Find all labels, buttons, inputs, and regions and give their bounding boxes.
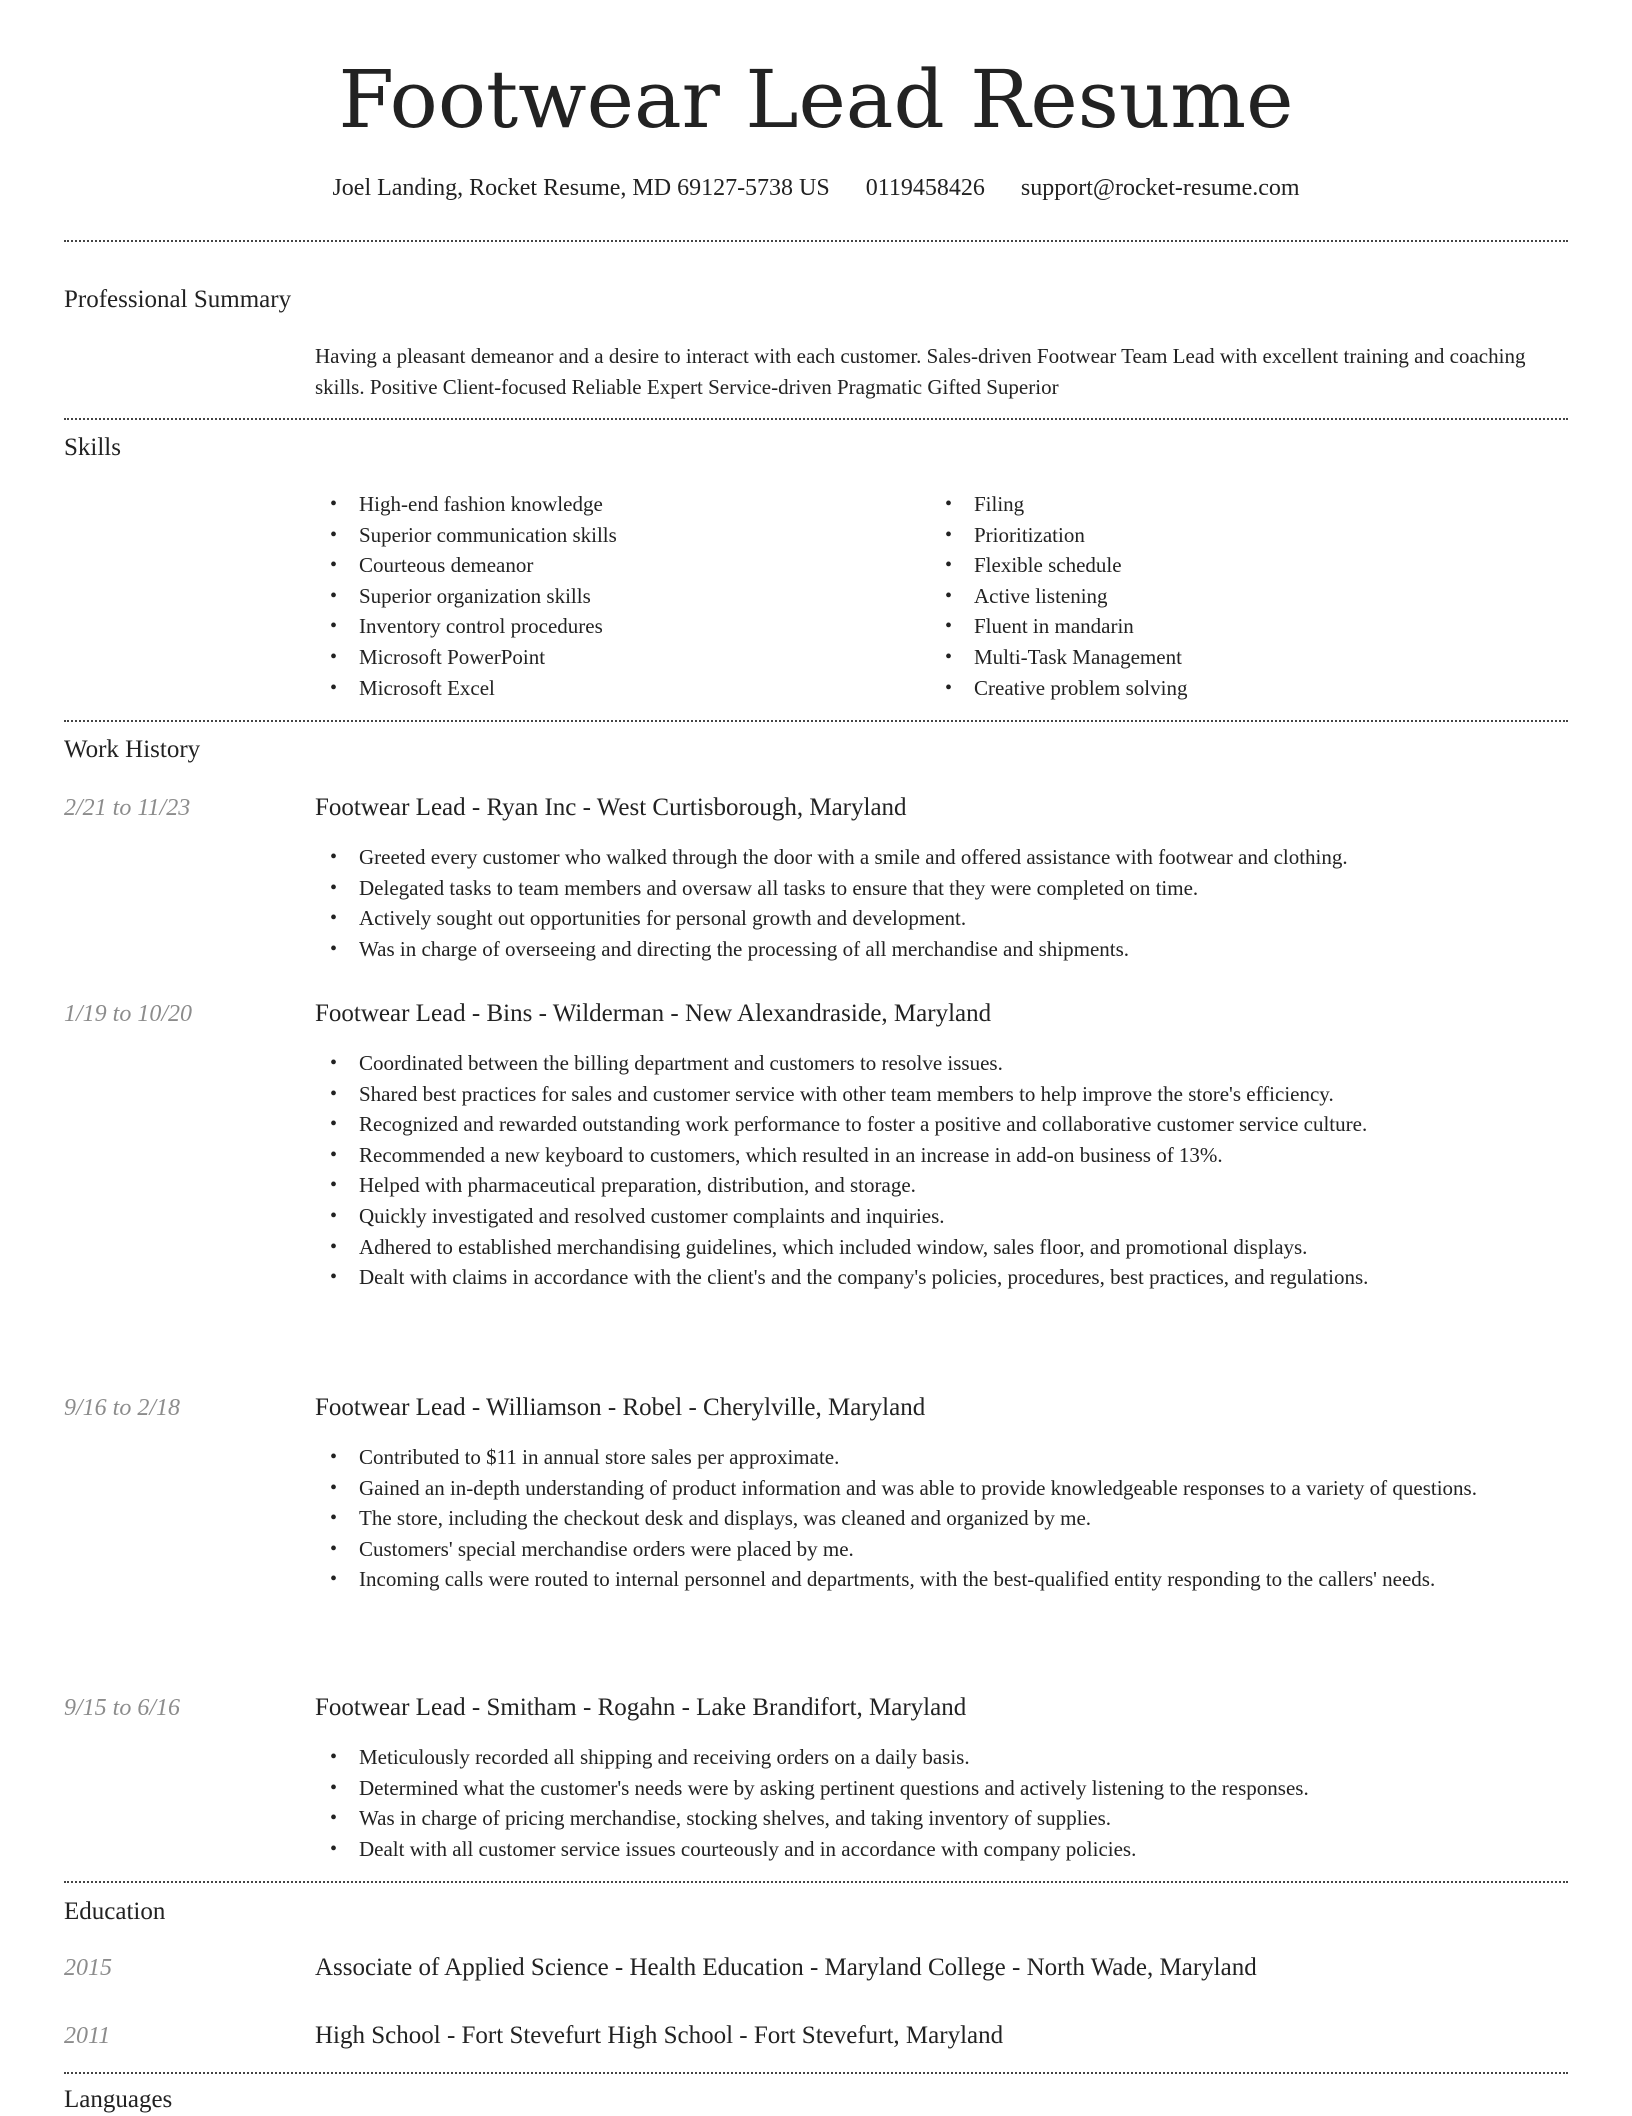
job-bullet: • Contributed to $11 in annual store sales per approximate. — [315, 1442, 1568, 1473]
education-degree: Associate of Applied Science - Health Education — [315, 1954, 804, 1981]
education-entry — [315, 1952, 1257, 1984]
job-employer: - Bins - Wilderman - New Alexandraside, Maryland — [465, 1000, 992, 1027]
job-bullets — [315, 1048, 1568, 1293]
job-title: Footwear Lead — [315, 1000, 466, 1027]
job-heading — [315, 792, 907, 824]
job-dates: 9/15 to 6/16 — [64, 1695, 181, 1721]
contact-line — [0, 172, 1632, 204]
skills-column-right — [930, 489, 1545, 703]
job-bullet: • Helped with pharmaceutical preparation, distribution, and storage. — [315, 1170, 1568, 1201]
job-bullet: • Dealt with all customer service issues courteously and in accordance with company policies. — [315, 1834, 1568, 1865]
job-bullet: • Adhered to established merchandising guidelines, which included window, sales floor, and promotional displays. — [315, 1232, 1568, 1263]
job-dates: 1/19 to 10/20 — [64, 1001, 193, 1027]
skill-item: • Microsoft PowerPoint — [315, 642, 930, 673]
section-heading-languages: Languages — [64, 2086, 173, 2113]
job-bullet: • Incoming calls were routed to internal personnel and departments, with the best-qualified entity responding to the callers' needs. — [315, 1564, 1568, 1595]
job-bullet: • Recognized and rewarded outstanding work performance to foster a positive and collaborative customer service culture. — [315, 1109, 1568, 1140]
job-bullet: • Dealt with claims in accordance with the client's and the company's policies, procedures, best practices, and regulations. — [315, 1262, 1568, 1293]
divider — [64, 2072, 1568, 2074]
education-degree: High School — [315, 2022, 441, 2049]
education-school: - Maryland College - North Wade, Maryland — [803, 1954, 1257, 1981]
job-title: Footwear Lead — [315, 794, 466, 821]
job-bullet: • Meticulously recorded all shipping and receiving orders on a daily basis. — [315, 1742, 1568, 1773]
skill-item: • High-end fashion knowledge — [315, 489, 930, 520]
section-heading-education: Education — [64, 1898, 166, 1925]
job-dates: 2/21 to 11/23 — [64, 795, 191, 821]
job-heading — [315, 1692, 966, 1724]
skill-item: • Filing — [930, 489, 1545, 520]
section-heading-skills: Skills — [64, 434, 121, 461]
skill-item: • Courteous demeanor — [315, 550, 930, 581]
education-entry — [315, 2020, 1003, 2052]
divider — [64, 240, 1568, 242]
job-bullet: • Recommended a new keyboard to customers, which resulted in an increase in add-on business of 13%. — [315, 1140, 1568, 1171]
job-bullet: • Determined what the customer's needs were by asking pertinent questions and actively listening to the responses. — [315, 1773, 1568, 1804]
contact-phone: 0119458426 — [865, 175, 985, 201]
contact-address: Joel Landing, Rocket Resume, MD 69127-5738 US — [332, 175, 830, 201]
job-employer: - Williamson - Robel - Cherylville, Maryland — [465, 1394, 926, 1421]
skill-item: • Multi-Task Management — [930, 642, 1545, 673]
skill-item: • Prioritization — [930, 520, 1545, 551]
divider — [64, 720, 1568, 722]
job-bullet: • Was in charge of overseeing and directing the processing of all merchandise and shipments. — [315, 934, 1568, 965]
job-employer: - Smitham - Rogahn - Lake Brandifort, Maryland — [465, 1694, 967, 1721]
skill-item: • Inventory control procedures — [315, 611, 930, 642]
job-title: Footwear Lead — [315, 1394, 466, 1421]
job-title: Footwear Lead — [315, 1694, 466, 1721]
job-heading — [315, 998, 991, 1030]
job-heading — [315, 1392, 925, 1424]
education-year: 2015 — [64, 1955, 112, 1981]
skill-item: • Active listening — [930, 581, 1545, 612]
job-bullet: • Coordinated between the billing department and customers to resolve issues. — [315, 1048, 1568, 1079]
summary-text: Having a pleasant demeanor and a desire to interact with each customer. Sales-driven Footwear Team Lead with excellent training and coaching skills. Positive Client-focused Reliable Expert Service-driven Pragmatic Gifted Superior — [315, 344, 1526, 399]
divider — [64, 418, 1568, 420]
resume-title: Footwear Lead Resume — [338, 53, 1294, 146]
divider — [64, 1881, 1568, 1883]
section-heading-summary: Professional Summary — [64, 286, 292, 313]
job-bullet: • Was in charge of pricing merchandise, stocking shelves, and taking inventory of supplies. — [315, 1803, 1568, 1834]
job-bullet: • Greeted every customer who walked through the door with a smile and offered assistance with footwear and clothing. — [315, 842, 1568, 873]
skill-item: • Creative problem solving — [930, 673, 1545, 704]
education-year: 2011 — [64, 2023, 111, 2049]
skills-column-left — [315, 489, 930, 703]
job-dates: 9/16 to 2/18 — [64, 1395, 181, 1421]
job-bullet: • Delegated tasks to team members and oversaw all tasks to ensure that they were completed on time. — [315, 873, 1568, 904]
skill-item: • Superior communication skills — [315, 520, 930, 551]
education-school: - Fort Stevefurt High School - Fort Stevefurt, Maryland — [440, 2022, 1004, 2049]
job-bullet: • Customers' special merchandise orders were placed by me. — [315, 1534, 1568, 1565]
contact-email[interactable]: support@rocket-resume.com — [1020, 175, 1300, 201]
job-bullet: • Actively sought out opportunities for personal growth and development. — [315, 903, 1568, 934]
job-employer: - Ryan Inc - West Curtisborough, Maryland — [465, 794, 907, 821]
job-bullet: • Shared best practices for sales and customer service with other team members to help improve the store's efficiency. — [315, 1079, 1568, 1110]
section-heading-work-history: Work History — [64, 736, 201, 763]
skill-item: • Microsoft Excel — [315, 673, 930, 704]
skill-item: • Flexible schedule — [930, 550, 1545, 581]
job-bullet: • The store, including the checkout desk and displays, was cleaned and organized by me. — [315, 1503, 1568, 1534]
skill-item: • Fluent in mandarin — [930, 611, 1545, 642]
skills-list — [315, 489, 1568, 703]
skill-item: • Superior organization skills — [315, 581, 930, 612]
job-bullets — [315, 842, 1568, 964]
job-bullet: • Gained an in-depth understanding of product information and was able to provide knowledgeable responses to a variety of questions. — [315, 1473, 1568, 1504]
job-bullet: • Quickly investigated and resolved customer complaints and inquiries. — [315, 1201, 1568, 1232]
job-bullets — [315, 1742, 1568, 1864]
job-bullets — [315, 1442, 1568, 1595]
